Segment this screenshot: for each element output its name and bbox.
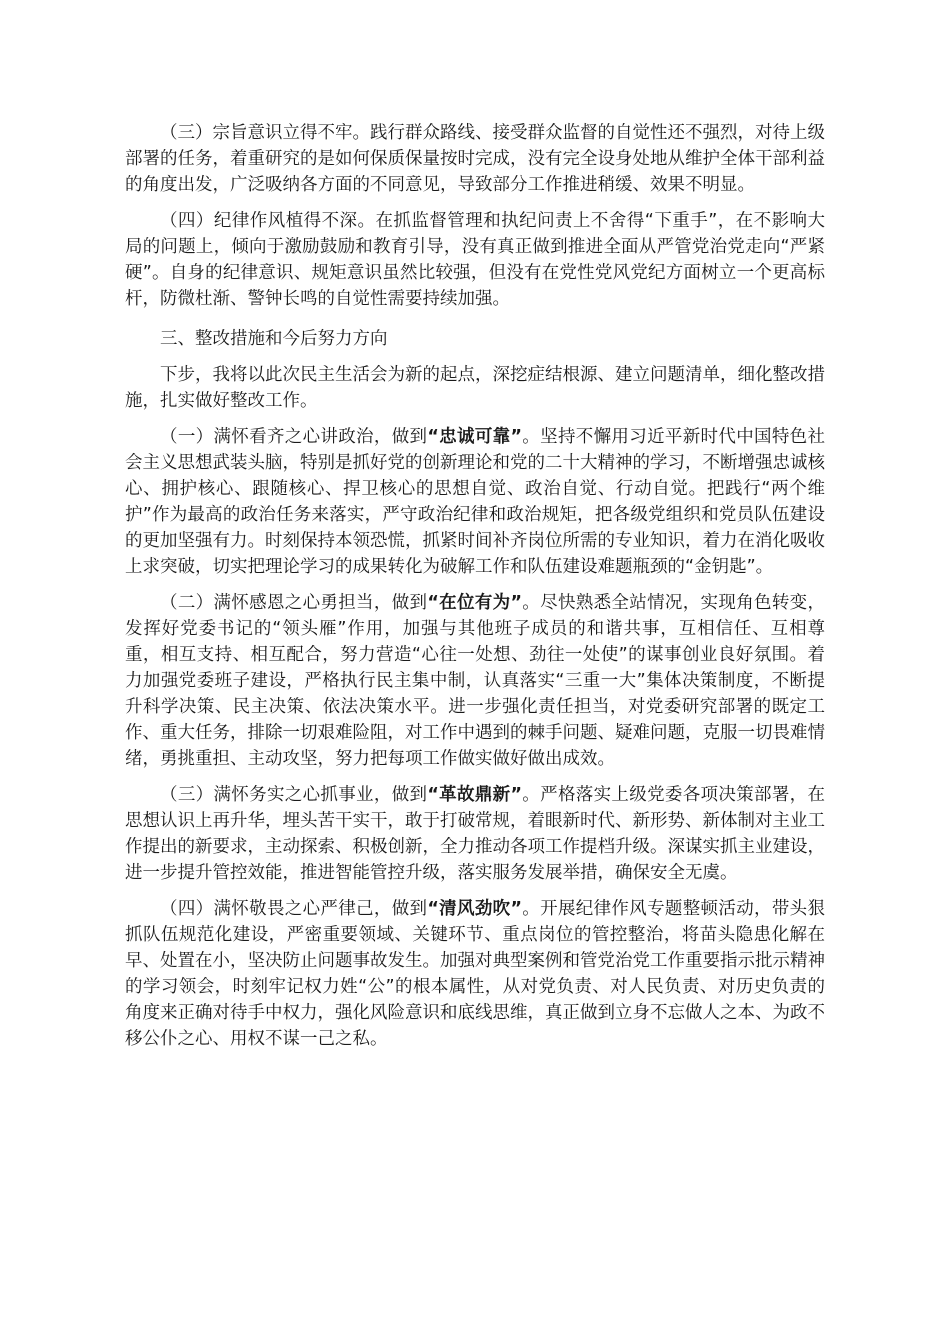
measure-goal: “忠诚可靠” [427, 427, 522, 447]
measure-paragraph-1 [125, 424, 825, 580]
intro-paragraph: 下步，我将以此次民主生活会为新的起点，深挖症结根源、建立问题清单，细化整改措施，扎实做好整改工作。 [125, 365, 825, 411]
measure-body: 。坚持不懈用习近平新时代中国特色社会主义思想武装头脑，特别是抓好党的创新理论和党的二十大精神的学习，不断增强忠诚核心、拥护核心、跟随核心、捍卫核心的思想自觉、政治自觉、行动自觉。把践行“两个维护”作为最高的政治任务来落实，严守政治纪律和政治规矩，把各级党组织和党员队伍建设的更加坚强有力。时刻保持本领恐慌，抓紧时间补齐岗位所需的专业知识，着力在消化吸收上求突破，切实把理论学习的成果转化为破解工作和队伍建设难题瓶颈的“金钥匙”。 [125, 427, 825, 577]
measure-paragraph-2 [125, 590, 825, 772]
measure-lead: （四）满怀敬畏之心严律己，做到 [160, 899, 428, 919]
measure-body: 。开展纪律作风专题整顿活动，带头狠抓队伍规范化建设，严密重要领域、关键环节、重点岗位的管控整治，将苗头隐患化解在早、处置在小，坚决防止问题事故发生。加强对典型案例和管党治党工作重要指示批示精神的学习领会，时刻牢记权力姓“公”的根本属性，从对党负责、对人民负责、对历史负责的角度来正确对待手中权力，强化风险意识和底线思维，真正做到立身不忘做人之本、为政不移公仆之心、用权不谋一己之私。 [125, 899, 825, 1049]
measure-paragraph-4 [125, 896, 825, 1052]
paragraph-discipline-style: （四）纪律作风植得不深。在抓监督管理和执纪问责上不舍得“下重手”，在不影响大局的问题上，倾向于激励鼓励和教育引导，没有真正做到推进全面从严管党治党走向“严紧硬”。自身的纪律意识、规矩意识虽然比较强，但没有在党性党风党纪方面树立一个更高标杆，防微杜渐、警钟长鸣的自觉性需要持续加强。 [125, 211, 825, 309]
measure-body: 。尽快熟悉全站情况，实现角色转变，发挥好党委书记的“领头雁”作用，加强与其他班子成员的和谐共事，互相信任、互相尊重，相互支持、相互配合，努力营造“心往一处想、劲往一处使”的谋事创业良好氛围。着力加强党委班子建设，严格执行民主集中制，认真落实“三重一大”集体决策制度，不断提升科学决策、民主决策、依法决策水平。进一步强化责任担当，对党委研究部署的既定工作、重大任务，排除一切艰难险阻，对工作中遇到的棘手问题、疑难问题，克服一切畏难情绪，勇挑重担、主动攻坚，努力把每项工作做实做好做出成效。 [125, 593, 825, 769]
paragraph-purpose-awareness: （三）宗旨意识立得不牢。践行群众路线、接受群众监督的自觉性还不强烈，对待上级部署的任务，着重研究的是如何保质保量按时完成，没有完全设身处地从维护全体干部利益的角度出发，广泛吸纳各方面的不同意见，导致部分工作推进稍缓、效果不明显。 [125, 123, 825, 195]
measure-body: 。严格落实上级党委各项决策部署，在思想认识上再升华，埋头苦干实干，敢于打破常规，着眼新时代、新形势、新体制对主业工作提出的新要求，主动探索、积极创新，全力推动各项工作提档升级。深谋实抓主业建设，进一步提升管控效能，推进智能管控升级，落实服务发展举措，确保安全无虞。 [125, 785, 825, 883]
measure-lead: （二）满怀感恩之心勇担当，做到 [160, 593, 428, 613]
measure-goal: “革故鼎新” [427, 785, 522, 805]
section-heading: 三、整改措施和今后努力方向 [160, 329, 388, 349]
measure-goal: “在位有为” [427, 593, 522, 613]
measure-goal: “清风劲吹” [427, 899, 522, 919]
measure-paragraph-3 [125, 782, 825, 886]
measure-lead: （三）满怀务实之心抓事业，做到 [160, 785, 428, 805]
measure-lead: （一）满怀看齐之心讲政治，做到 [160, 427, 428, 447]
